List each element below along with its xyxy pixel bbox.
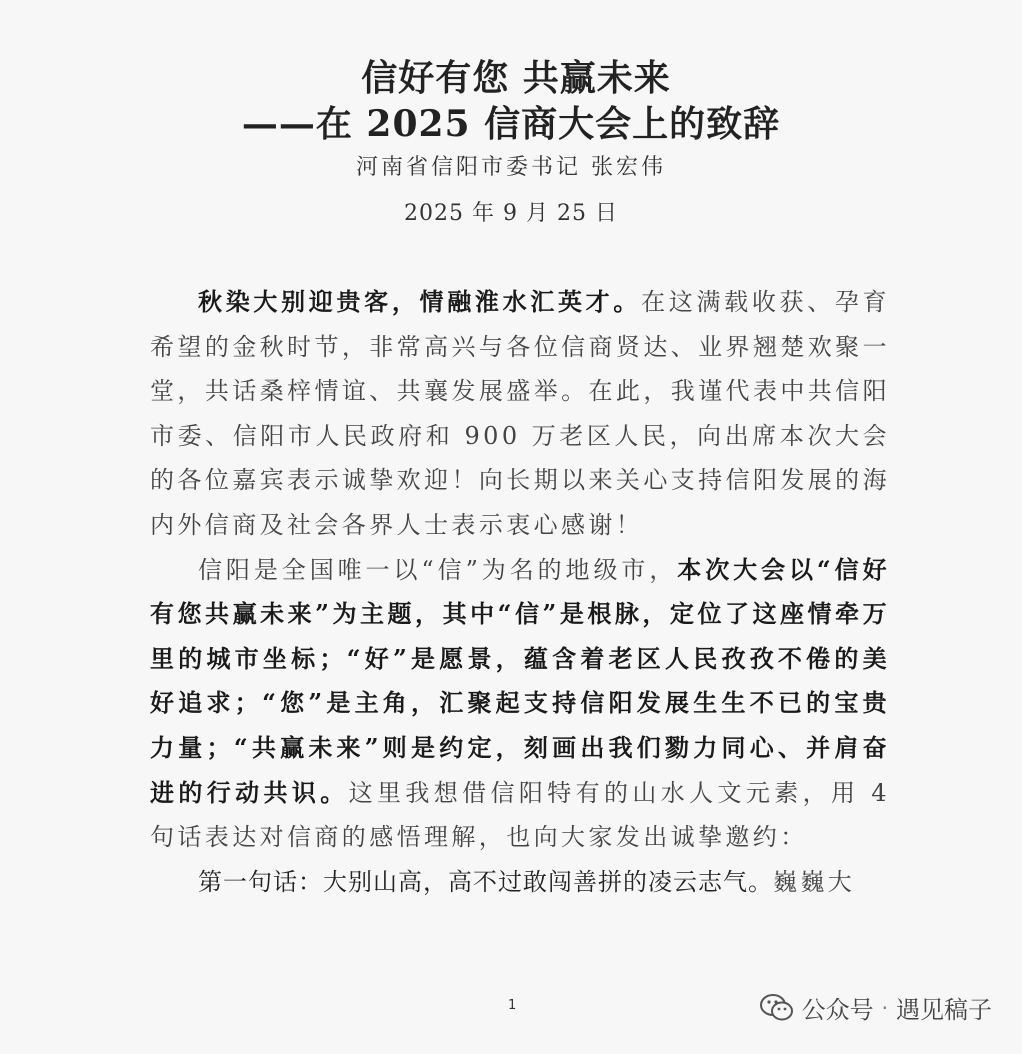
paragraph-3	[150, 860, 890, 905]
page-number: 1	[508, 998, 517, 1013]
watermark-separator: ·	[881, 995, 888, 1020]
paragraph-2-theme: 本次大会以“信好有您共赢未来”为主题，其中“信”是根脉，定位了这座情牵万里的城市坐标；“好”是愿景，蕴含着老区人民孜孜不倦的美好追求；“您”是主角，汇聚起支持信阳发展生生不已的宝贵力量；“共赢未来”则是约定，刻画出我们勠力同心、并肩奋进的行动共识。	[150, 554, 890, 807]
body-text	[150, 280, 890, 904]
paragraph-3-text: 巍巍大	[773, 867, 856, 896]
watermark-channel: 公众号	[801, 996, 874, 1024]
paragraph-1-text: 在这满载收获、孕育希望的金秋时节，非常高兴与各位信商贤达、业界翘楚欢聚一堂，共话桑梓情谊、共襄发展盛举。在此，我谨代表中共信阳市委、信阳市人民政府和 900 万老区人民，向出席本次大会的各位嘉宾表示诚挚欢迎！向长期以来关心支持信阳发展的海内外信商及社会各界人士表示衷心感谢！	[150, 288, 890, 539]
paragraph-1-lead: 秋染大别迎贵客，情融淮水汇英才。	[198, 287, 642, 316]
watermark	[760, 990, 992, 1025]
paragraph-2-intro: 信阳是全国唯一以“信”为名的地级市，	[198, 555, 678, 584]
paragraph-2	[150, 548, 890, 860]
title-line-2: ——在 2025 信商大会上的致辞	[241, 103, 781, 145]
author-line: 河南省信阳市委书记 张宏伟	[356, 155, 666, 180]
paragraph-3-lead: 第一句话：大别山高，高不过敢闯善拼的凌云志气。	[198, 867, 773, 896]
title-line-1: 信好有您 共赢未来	[361, 57, 671, 99]
watermark-name: 遇见稿子	[896, 996, 992, 1024]
paragraph-1	[150, 280, 890, 548]
paragraph-2-text: 这里我想借信阳特有的山水人文元素，用 4 句话表达对信商的感悟理解，也向大家发出诚挚邀约：	[150, 778, 890, 852]
date-line: 2025 年 9 月 25 日	[404, 201, 618, 226]
wechat-icon	[760, 993, 794, 1023]
